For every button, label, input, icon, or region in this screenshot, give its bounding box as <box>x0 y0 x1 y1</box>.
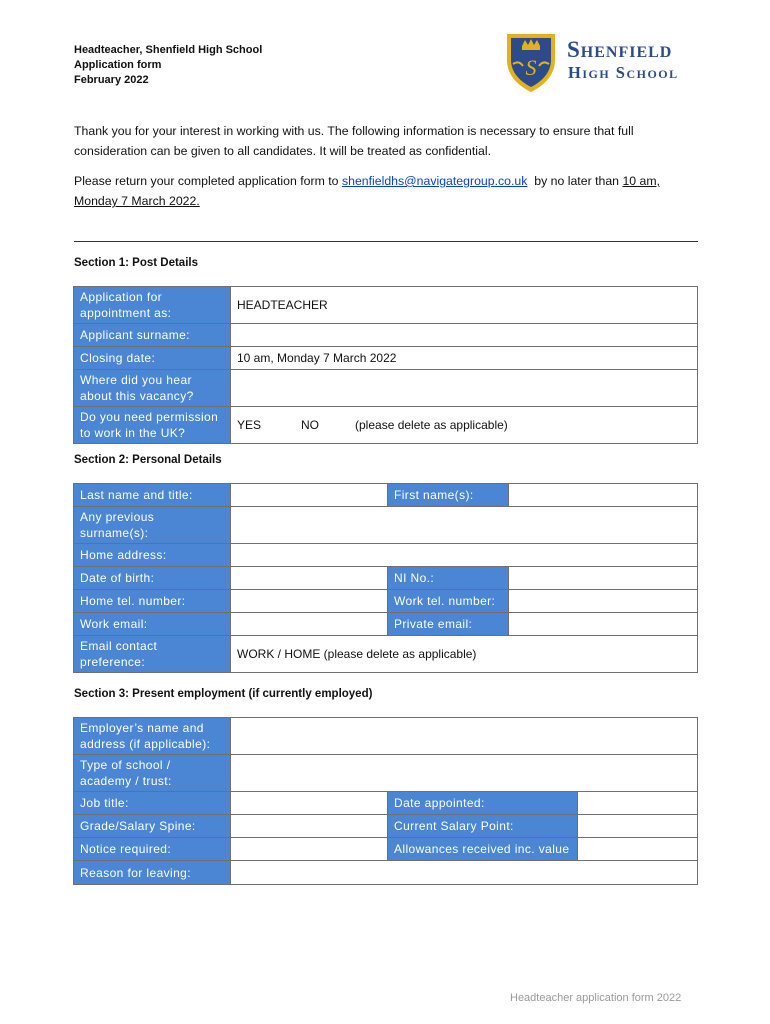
table-row <box>74 613 698 636</box>
table-row <box>74 324 698 347</box>
email-preference-field[interactable]: WORK / HOME (please delete as applicable) <box>231 636 698 673</box>
school-logo <box>503 30 703 96</box>
school-crest-icon <box>503 30 559 94</box>
work-permission-field[interactable] <box>231 407 698 444</box>
dob-field[interactable] <box>231 567 388 590</box>
first-names-field[interactable] <box>509 484 698 507</box>
table-row <box>74 544 698 567</box>
present-employment-table <box>73 717 698 885</box>
closing-date-label: Closing date: <box>74 347 231 370</box>
applicant-surname-label: Applicant surname: <box>74 324 231 347</box>
grade-label: Grade/Salary Spine: <box>74 815 231 838</box>
email-link[interactable]: shenfieldhs@navigategroup.co.uk <box>341 174 528 188</box>
section1-title: Section 1: Post Details <box>74 257 198 269</box>
school-type-label: Type of school / academy / trust: <box>74 755 231 792</box>
logo-name-line2: High School <box>568 63 679 82</box>
previous-surnames-label: Any previous surname(s): <box>74 507 231 544</box>
home-tel-field[interactable] <box>231 590 388 613</box>
header-form-name: Application form <box>74 59 162 71</box>
application-for-label: Application for appointment as: <box>74 287 231 324</box>
personal-details-table <box>73 483 698 673</box>
notice-field[interactable] <box>231 838 388 861</box>
private-email-label: Private email: <box>388 613 509 636</box>
applicant-surname-field[interactable] <box>231 324 698 347</box>
job-title-field[interactable] <box>231 792 388 815</box>
vacancy-source-field[interactable] <box>231 370 698 407</box>
notice-label: Notice required: <box>74 838 231 861</box>
table-row <box>74 792 698 815</box>
header-date: February 2022 <box>74 74 149 86</box>
table-row <box>74 718 698 755</box>
page-footer: Headteacher application form 2022 <box>510 992 682 1004</box>
date-appointed-label: Date appointed: <box>388 792 578 815</box>
private-email-field[interactable] <box>509 613 698 636</box>
vacancy-source-label: Where did you hear about this vacancy? <box>74 370 231 407</box>
date-appointed-field[interactable] <box>578 792 698 815</box>
work-tel-field[interactable] <box>509 590 698 613</box>
table-row <box>74 838 698 861</box>
return-instructions <box>74 171 694 211</box>
employer-field[interactable] <box>231 718 698 755</box>
ni-number-label: NI No.: <box>388 567 509 590</box>
table-row <box>74 861 698 885</box>
work-email-label: Work email: <box>74 613 231 636</box>
yes-option[interactable]: YES <box>237 418 262 432</box>
table-row <box>74 484 698 507</box>
post-details-table <box>73 286 698 444</box>
work-email-field[interactable] <box>231 613 388 636</box>
closing-date-value[interactable]: 10 am, Monday 7 March 2022 <box>231 347 698 370</box>
table-row <box>74 370 698 407</box>
dob-label: Date of birth: <box>74 567 231 590</box>
previous-surnames-field[interactable] <box>231 507 698 544</box>
intro-paragraph: Thank you for your interest in working with us. The following information is necessary to ensure that full consideration can be given to all candidates. It will be treated as confidential. <box>74 124 634 158</box>
application-for-value[interactable]: HEADTEACHER <box>231 287 698 324</box>
document-header <box>74 43 262 88</box>
header-role: Headteacher, Shenfield High School <box>74 44 263 56</box>
first-names-label: First name(s): <box>388 484 509 507</box>
work-tel-label: Work tel. number: <box>388 590 509 613</box>
email-preference-label: Email contact preference: <box>74 636 231 673</box>
ni-number-field[interactable] <box>509 567 698 590</box>
section-divider <box>74 241 698 242</box>
table-row <box>74 407 698 444</box>
reason-leaving-label: Reason for leaving: <box>74 861 231 885</box>
table-row <box>74 347 698 370</box>
grade-field[interactable] <box>231 815 388 838</box>
table-row <box>74 507 698 544</box>
employer-label: Employer’s name and address (if applicable): <box>74 718 231 755</box>
crest-letter: S <box>525 55 537 80</box>
salary-point-label: Current Salary Point: <box>388 815 578 838</box>
no-option[interactable]: NO <box>301 418 320 432</box>
reason-leaving-field[interactable] <box>231 861 698 885</box>
school-type-field[interactable] <box>231 755 698 792</box>
job-title-label: Job title: <box>74 792 231 815</box>
work-permission-label: Do you need permission to work in the UK? <box>74 407 231 444</box>
delete-note: (please delete as applicable) <box>355 418 508 432</box>
table-row <box>74 815 698 838</box>
home-address-label: Home address: <box>74 544 231 567</box>
deadline-text: 10 am, Monday 7 March 2022. <box>74 174 661 208</box>
logo-name-line1: Shenfield <box>567 37 673 62</box>
last-name-field[interactable] <box>231 484 388 507</box>
salary-point-field[interactable] <box>578 815 698 838</box>
table-row <box>74 567 698 590</box>
return-text-before: Please return your completed application form to <box>74 174 342 188</box>
last-name-label: Last name and title: <box>74 484 231 507</box>
home-tel-label: Home tel. number: <box>74 590 231 613</box>
home-address-field[interactable] <box>231 544 698 567</box>
allowances-label: Allowances received inc. value <box>388 838 578 861</box>
section3-title: Section 3: Present employment (if currently employed) <box>74 688 373 700</box>
table-row <box>74 755 698 792</box>
table-row <box>74 636 698 673</box>
allowances-field[interactable] <box>578 838 698 861</box>
return-text-middle: by no later than <box>527 174 623 188</box>
table-row <box>74 287 698 324</box>
table-row <box>74 590 698 613</box>
section2-title: Section 2: Personal Details <box>74 454 222 466</box>
